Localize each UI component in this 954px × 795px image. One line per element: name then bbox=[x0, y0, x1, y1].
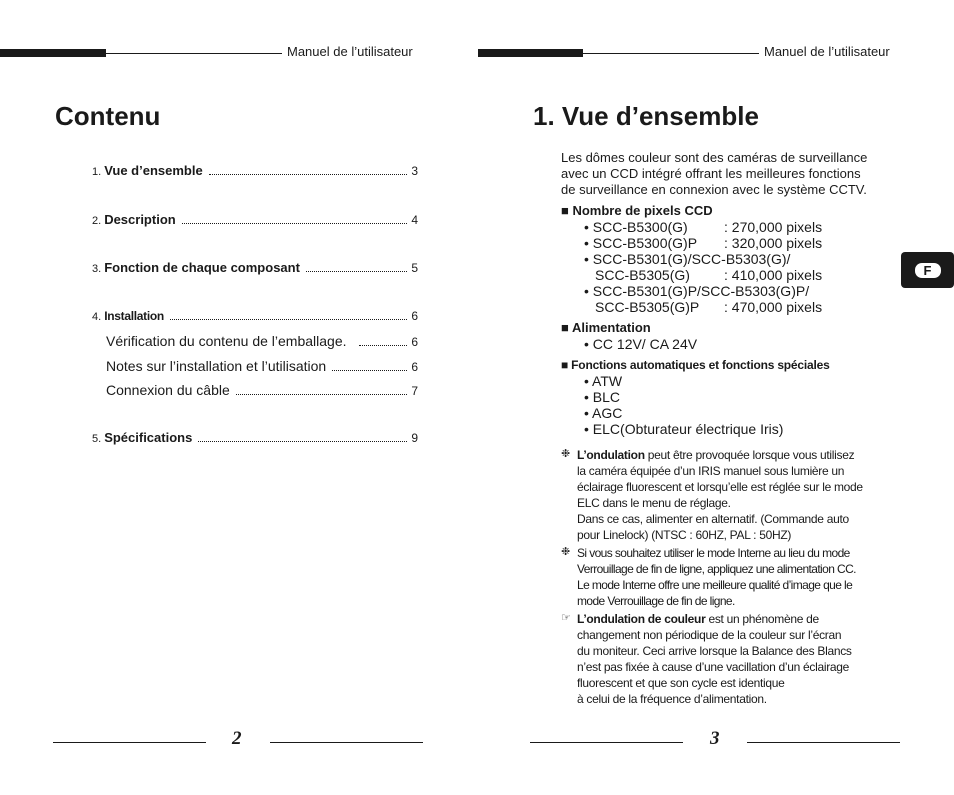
pixels-row: SCC-B5305(G) : 410,000 pixels bbox=[595, 267, 823, 283]
footer-rule-right-a bbox=[530, 742, 683, 743]
footer-rule-left-b bbox=[270, 742, 423, 743]
footer-rule-right-b bbox=[747, 742, 900, 743]
page-number-right: 3 bbox=[710, 728, 720, 749]
page-title-contenu: Contenu bbox=[55, 101, 161, 131]
note-color-rolling: ☞ L’ondulation de couleur est un phénomène de changement non périodique de la couleur sur l’écran du moniteur. Ceci arrive lorsque la Balance des Blancs n’est pas fixée à cause d’une vacillation d’un éclairage fluorescent et que son cycle est identique à celui de la fréquence d’alimentation. bbox=[561, 612, 852, 706]
header-label-left: Manuel de l’utilisateur bbox=[287, 44, 413, 59]
auto-function-item: • ATW bbox=[584, 373, 623, 389]
header-label-right: Manuel de l’utilisateur bbox=[764, 44, 890, 59]
toc-subentry-3[interactable]: Connexion du câble 7 bbox=[106, 382, 418, 398]
power-item: • CC 12V/ CA 24V bbox=[584, 336, 698, 352]
toc-entry-1[interactable]: 1. Vue d’ensemble 3 bbox=[92, 163, 418, 178]
toc-entry-3[interactable]: 3. Fonction de chaque composant 5 bbox=[92, 260, 418, 275]
toc-entry-5[interactable]: 5. Spécifications 9 bbox=[92, 430, 418, 445]
note-asterisk-icon: ❉ bbox=[561, 448, 571, 460]
note-internal-mode: ❉ Si vous souhaitez utiliser le mode Interne au lieu du mode Verrouillage de fin de ligne, appliquez une alimentation CC. Le mode Interne offre une meilleure qualité d’image que le mode Verrouillage de fin de ligne. bbox=[561, 546, 856, 608]
header-rule-left bbox=[106, 53, 282, 54]
footer-rule-left-a bbox=[53, 742, 206, 743]
header-rule-right bbox=[583, 53, 759, 54]
pixels-row: • SCC-B5301(G)/SCC-B5303(G)/ bbox=[584, 251, 791, 267]
auto-function-item: • BLC bbox=[584, 389, 621, 405]
note-asterisk-icon: ❉ bbox=[561, 546, 571, 558]
pixels-row: • SCC-B5301(G)P/SCC-B5303(G)P/ bbox=[584, 283, 810, 299]
pixels-row: • SCC-B5300(G) : 270,000 pixels bbox=[584, 219, 823, 235]
pixels-section bbox=[561, 203, 906, 315]
page-title-overview: 1. Vue d’ensemble bbox=[533, 101, 759, 131]
toc-entry-4[interactable]: 4. Installation 6 bbox=[92, 309, 418, 323]
pixels-heading: ■ Nombre de pixels CCD bbox=[561, 203, 713, 218]
pixels-row: • SCC-B5300(G)P : 320,000 pixels bbox=[584, 235, 823, 251]
note-flicker: ❉ L’ondulation peut être provoquée lorsque vous utilisez la caméra équipée d’un IRIS manuel sous lumière un éclairage fluorescent et lorsqu’elle est réglée sur le mode ELC dans le menu de réglage. Dans ce cas, alimenter en alternatif. (Commande auto pour Linelock) (NTSC : 60HZ, PAL : 50HZ) bbox=[561, 448, 863, 542]
pixels-row: SCC-B5305(G)P : 470,000 pixels bbox=[595, 299, 823, 315]
toc-entry-2[interactable]: 2. Description 4 bbox=[92, 212, 418, 227]
auto-function-item: • ELC(Obturateur électrique Iris) bbox=[584, 421, 784, 437]
page-number-left: 2 bbox=[232, 728, 242, 749]
toc-subentry-2[interactable]: Notes sur l’installation et l’utilisation 6 bbox=[106, 358, 418, 374]
header-bar-left bbox=[0, 49, 106, 57]
toc-subentry-1[interactable]: Vérification du contenu de l’emballage. 6 bbox=[106, 333, 418, 349]
language-tab-f: F bbox=[901, 252, 954, 288]
pointing-hand-icon: ☞ bbox=[561, 612, 571, 624]
power-section bbox=[561, 320, 906, 352]
header-bar-right bbox=[478, 49, 583, 57]
auto-functions-heading: ■ Fonctions automatiques et fonctions spéciales bbox=[561, 358, 830, 372]
power-heading: ■ Alimentation bbox=[561, 320, 651, 335]
intro-paragraph: Les dômes couleur sont des caméras de surveillance avec un CCD intégré offrant les meilleures fonctions de surveillance en connexion avec le système CCTV. bbox=[561, 150, 868, 197]
auto-function-item: • AGC bbox=[584, 405, 623, 421]
auto-functions-section bbox=[561, 357, 906, 437]
